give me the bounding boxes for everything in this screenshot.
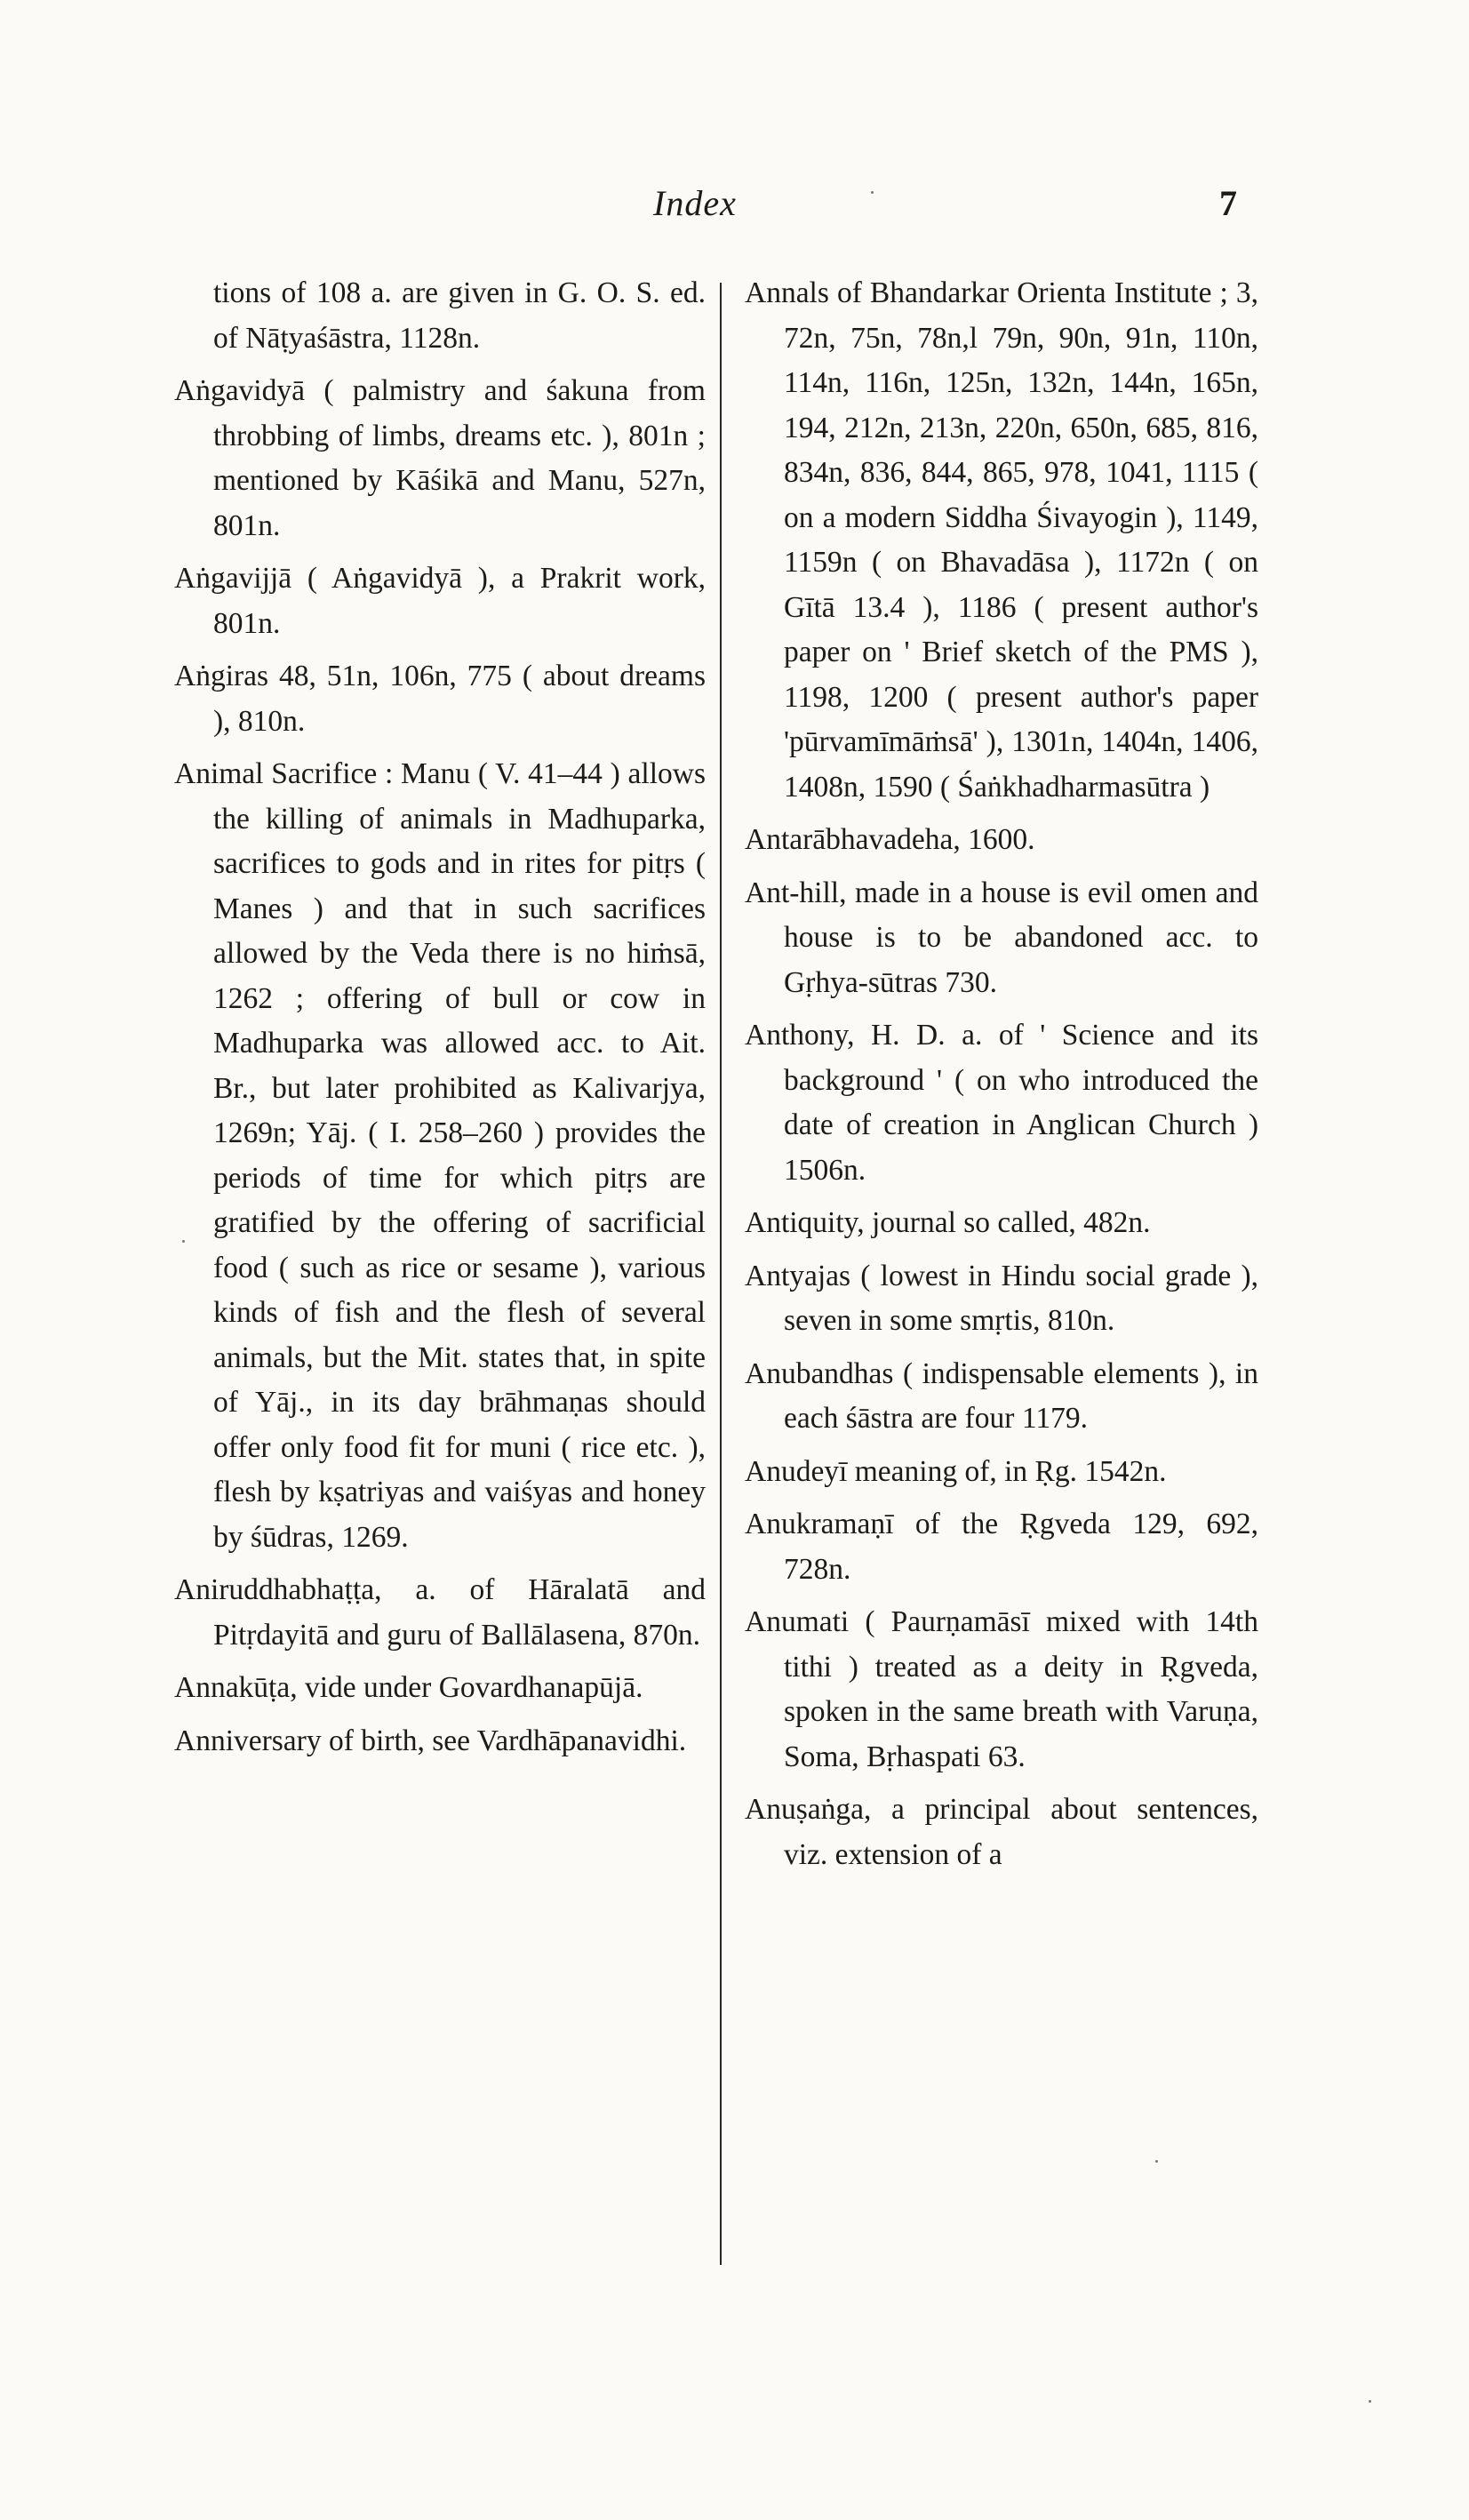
- paper-speck: [1155, 2160, 1158, 2163]
- running-title: Index: [653, 183, 737, 223]
- index-entry: Aniruddhabhaṭṭa, a. of Hāralatā and Pitṛdayitā and guru of Ballālasena, 870n.: [174, 1573, 706, 1652]
- index-entry: Aṅgiras 48, 51n, 106n, 775 ( about dreams ), 810n.: [174, 660, 706, 738]
- index-entry: Animal Sacrifice : Manu ( V. 41–44 ) allows the killing of animals in Madhuparka, sacrifices to gods and in rites for pitṛs ( Manes ) and that in such sacrifices allowed by the Veda there is no hiṁsā, 1262 ; offering of bull or cow in Madhuparka was allowed acc. to Ait. Br., but later prohibited as Kalivarjya, 1269n; Yāj. ( I. 258–260 ) provides the periods of time for which pitṛs are gratified by the offering of sacrificial food ( such as rice or sesame ), various kinds of fish and the flesh of several animals, but the Mit. states that, in spite of Yāj., in its day brāhmaṇas should offer only food fit for muni ( rice etc. ), flesh by kṣatriyas and vaiśyas and honey by śūdras, 1269.: [174, 757, 706, 1554]
- index-entry: Anuṣaṅga, a principal about sentences, viz. extension of a: [745, 1793, 1258, 1871]
- index-entry: Anniversary of birth, see Vardhāpanavidhi.: [174, 1724, 687, 1757]
- index-entry: Antyajas ( lowest in Hindu social grade ), seven in some smṛtis, 810n.: [745, 1259, 1258, 1337]
- index-entry: Aṅgavidyā ( palmistry and śakuna from throbbing of limbs, dreams etc. ), 801n ; mentioned by Kāśikā and Manu, 527n, 801n.: [174, 374, 706, 542]
- index-entry: Anubandhas ( indispensable elements ), in each śāstra are four 1179.: [745, 1356, 1258, 1435]
- index-column-right: [745, 271, 1258, 1885]
- index-entry: Anumati ( Paurṇamāsī mixed with 14th tithi ) treated as a deity in Ṛgveda, spoken in the same breath with Varuṇa, Soma, Bṛhaspati 63.: [745, 1605, 1258, 1773]
- index-entry: Annals of Bhandarkar Orienta Institute ; 3, 72n, 75n, 78n,l 79n, 90n, 91n, 110n, 114n, 116n, 125n, 132n, 144n, 165n, 194, 212n, 213n, 220n, 650n, 685, 816, 834n, 836, 844, 865, 978, 1041, 1115 ( on a modern Siddha Śivayogin ), 1149, 1159n ( on Bhavadāsa ), 1172n ( on Gītā 13.4 ), 1186 ( present author's paper on ' Brief sketch of the PMS ), 1198, 1200 ( present author's paper 'pūrvamīmāṁsā' ), 1301n, 1404n, 1406, 1408n, 1590 ( Śaṅkhadharmasūtra ): [745, 276, 1258, 804]
- index-entry: Annakūṭa, vide under Govardhanapūjā.: [174, 1671, 643, 1704]
- index-entry: Aṅgavijjā ( Aṅgavidyā ), a Prakrit work, 801n.: [174, 562, 706, 640]
- index-entry: Ant-hill, made in a house is evil omen and house is to be abandoned acc. to Gṛhya-sūtras 730.: [745, 876, 1258, 999]
- paper-speck: [871, 191, 874, 194]
- index-entry: Anukramaṇī of the Ṛgveda 129, 692, 728n.: [745, 1508, 1258, 1586]
- index-entry: Antarābhavadeha, 1600.: [745, 823, 1035, 856]
- index-entry: Antiquity, journal so called, 482n.: [745, 1206, 1151, 1239]
- index-entry: Anudeyī meaning of, in Ṛg. 1542n.: [745, 1454, 1167, 1488]
- page-number: 7: [1219, 183, 1237, 223]
- page-header: [0, 182, 1469, 236]
- paper-speck: [182, 1240, 185, 1243]
- index-entry: tions of 108 a. are given in G. O. S. ed. of Nāṭyaśāstra, 1128n.: [213, 276, 706, 355]
- paper-speck: [1369, 2400, 1371, 2403]
- index-column-left: [174, 271, 706, 1772]
- column-divider: [720, 283, 722, 2265]
- index-entry: Anthony, H. D. a. of ' Science and its background ' ( on who introduced the date of creation in Anglican Church ) 1506n.: [745, 1019, 1258, 1187]
